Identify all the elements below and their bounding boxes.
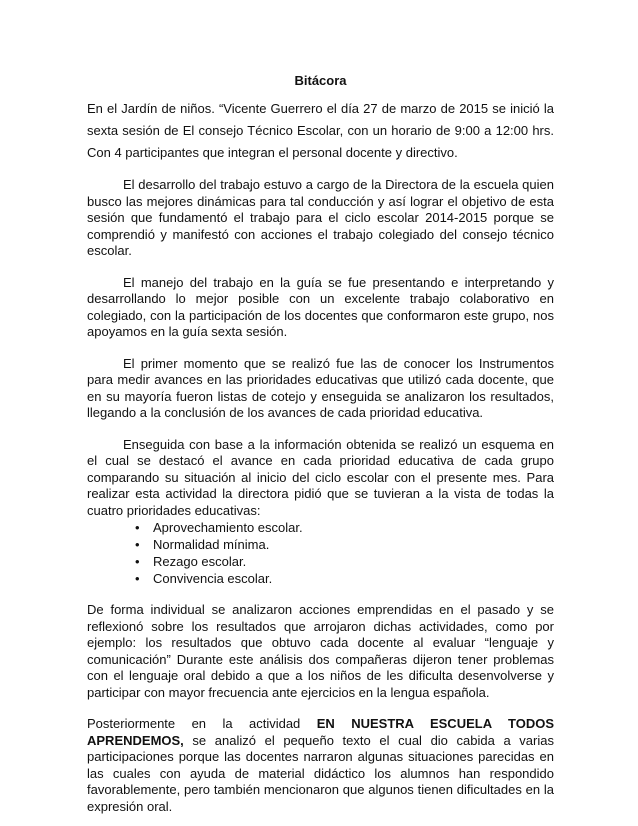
list-item-text: Convivencia escolar. [153,571,273,586]
list-item [135,519,554,536]
paragraph-6-rest: se analizó el pequeño texto el cual dio cabida a varias participaciones porque las docentes narraron algunas situaciones parecidas en las cuales con ayuda de material didáctico los alumnos han respondido favorablemente, pero también mencionaron que algunos tienen dificultades en la expresión oral. [87,732,554,814]
list-item [135,553,554,570]
list-item [135,536,554,553]
bullet-icon: • [135,571,140,586]
priorities-list [87,519,554,587]
bullet-icon: • [135,537,140,552]
bullet-icon: • [135,554,140,569]
intro-paragraph: En el Jardín de niños. “Vicente Guerrero el día 27 de marzo de 2015 se inició la sexta sesión de El consejo Técnico Escolar, con un horario de 9:00 a 12:00 hrs. Con 4 participantes que integran el personal docente y directivo. [87,101,554,160]
document-title: Bitácora [294,73,347,88]
list-item-text: Aprovechamiento escolar. [153,520,303,535]
paragraph-2: El manejo del trabajo en la guía se fue presentando e interpretando y desarrollando lo mejor posible con un excelente trabajo colaborativo en colegiado, con la participación de los docentes que conformaron este grupo, nos apoyamos en la guía sexta sesión. [87,274,554,339]
paragraph-6-start: Posteriormente en la actividad [87,716,317,731]
paragraph-1: El desarrollo del trabajo estuvo a cargo de la Directora de la escuela quien busco las mejores dinámicas para tal conducción y así lograr el objetivo de esta sesión que fundamentó el trabajo para el ciclo escolar 2014-2015 porque se comprendió y manifestó con acciones el trabajo colegiado del consejo técnico escolar. [87,177,554,258]
list-item-text: Rezago escolar. [153,554,247,569]
list-item [135,570,554,587]
activity-name: EN NUESTRA ESCUELA TODOS APRENDEMOS, [87,716,555,748]
list-item-text: Normalidad mínima. [153,537,270,552]
paragraph-3: El primer momento que se realizó fue las de conocer los Instrumentos para medir avances en las prioridades educativas que utilizó cada docente, que en su mayoría fueron listas de cotejo y enseguida se analizaron los resultados, llegando a la conclusión de los avances de cada prioridad educativa. [87,355,554,420]
paragraph-6 [87,716,554,815]
paragraph-5: De forma individual se analizaron acciones emprendidas en el pasado y se reflexionó sobre los resultados que arrojaron dichas actividades, como por ejemplo: los resultados que obtuvo cada docente al evaluar “lenguaje y comunicación” Durante este análisis dos compañeras dijeron tener problemas con el lenguaje oral debido a que a los niños de les dificulta desenvolverse y participar con mayor frecuencia ante ejercicios en la lengua española. [87,602,554,700]
bullet-icon: • [135,520,140,535]
paragraph-4: Enseguida con base a la información obtenida se realizó un esquema en el cual se destacó el avance en cada prioridad educativa de cada grupo comparando su situación al inicio del ciclo escolar con el presente mes. Para realizar esta actividad la directora pidió que se tuvieran a la vista de todas la cuatro prioridades educativas: [87,436,554,518]
